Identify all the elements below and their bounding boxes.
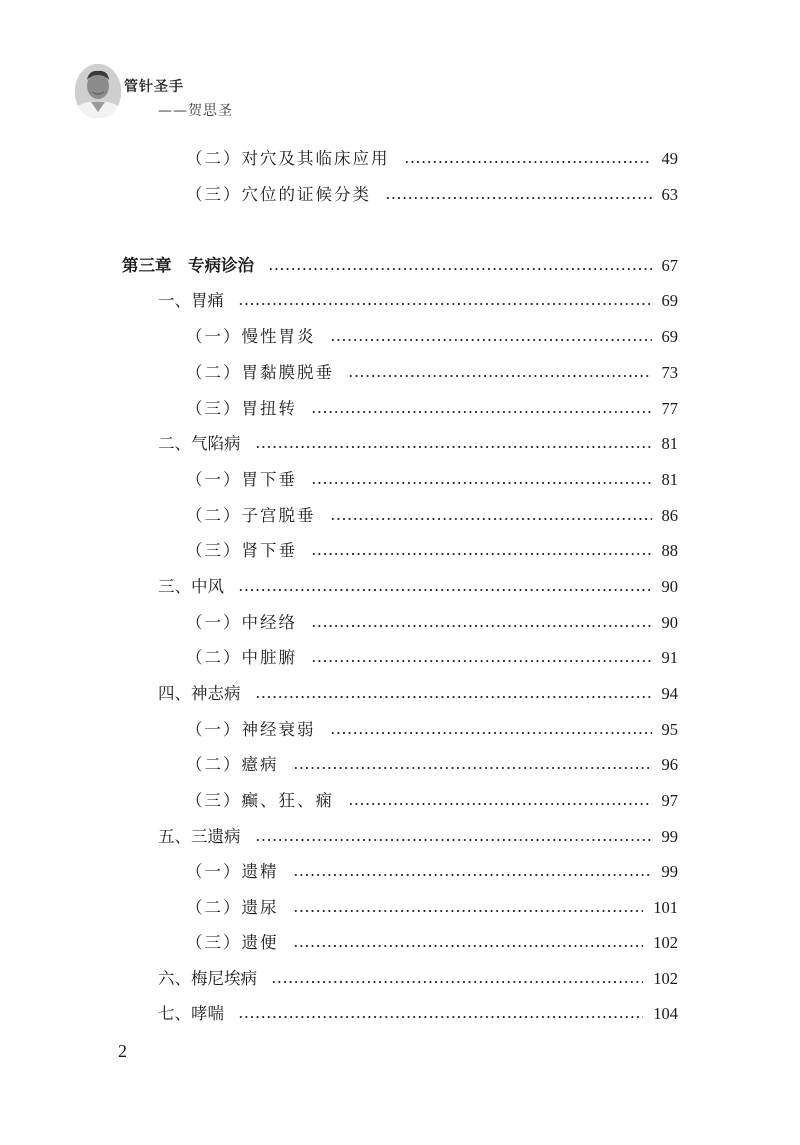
dot-leader [238,1016,643,1018]
toc-entry-title: （二）遗尿 [186,898,279,917]
dot-leader [238,589,652,591]
toc-entry-page-number: 77 [661,399,678,418]
dot-leader [311,553,652,555]
dot-leader [311,660,652,662]
toc-subsection-entry[interactable] [186,753,678,777]
dot-leader [330,518,652,520]
dot-leader [348,803,652,805]
page-number: 2 [118,1041,127,1061]
toc-entry-page-number: 102 [653,933,678,952]
toc-entry-title: （三）穴位的证候分类 [186,185,371,204]
toc-subsection-entry[interactable] [186,646,678,670]
toc-entry-title: （一）遗精 [186,862,279,881]
toc-section-entry[interactable] [158,967,678,991]
toc-entry-page-number: 97 [661,791,678,810]
toc-entry-title: （一）胃下垂 [186,470,297,489]
toc-entry-title: （二）子宫脱垂 [186,506,316,525]
dot-leader [330,732,652,734]
dot-leader [330,339,652,341]
toc-entry-page-number: 99 [661,827,678,846]
toc-entry-title: （二）胃黏膜脱垂 [186,363,334,382]
toc-entry-title: 四、神志病 [158,684,241,703]
toc-subsection-entry[interactable] [186,611,678,635]
toc-entry-title: （二）癔病 [186,755,279,774]
dot-leader [311,625,652,627]
toc-entry-page-number: 104 [653,1004,678,1023]
dot-leader [293,874,652,876]
toc-entry-title: （三）肾下垂 [186,541,297,560]
toc-entry-title: （二）对穴及其临床应用 [186,149,390,168]
toc-subsection-entry[interactable] [186,468,678,492]
dot-leader [255,839,652,841]
toc-subsection-entry[interactable] [186,860,678,884]
toc-entry-title: 二、气陷病 [158,434,241,453]
toc-entry-title: 三、中风 [158,577,224,596]
dot-leader [293,910,644,912]
toc-entry-page-number: 73 [661,363,678,382]
toc-entry-page-number: 67 [661,256,678,275]
toc-entry-page-number: 95 [661,720,678,739]
toc-entry-page-number: 69 [661,327,678,346]
toc-entry-page-number: 81 [661,470,678,489]
toc-entry-title: 第三章 专病诊治 [122,256,254,275]
toc-subsection-entry[interactable] [186,397,678,421]
toc-subsection-entry[interactable] [186,361,678,385]
toc-entry-page-number: 86 [661,506,678,525]
toc-entry-title: （三）遗便 [186,933,279,952]
toc-entry-page-number: 90 [661,577,678,596]
dot-leader [404,161,652,163]
toc-subsection-entry[interactable] [186,325,678,349]
toc-entry-title: （一）慢性胃炎 [186,327,316,346]
book-title: 管针圣手 [124,79,184,95]
toc-entry-title: 五、三遗病 [158,827,241,846]
toc-entry-page-number: 101 [653,898,678,917]
toc-section-entry[interactable] [158,432,678,456]
toc-subsection-entry[interactable] [186,718,678,742]
dot-leader [255,696,652,698]
dot-leader [268,268,652,270]
dot-leader [293,945,644,947]
toc-entry-title: （三）癫、狂、痫 [186,791,334,810]
toc-entry-title: （二）中脏腑 [186,648,297,667]
toc-subsection-entry[interactable] [186,931,678,955]
toc-entry-title: 七、哮喘 [158,1004,224,1023]
toc-subsection-entry[interactable] [186,896,678,920]
toc-subsection-entry[interactable] [186,183,678,207]
dot-leader [348,375,652,377]
toc-entry-page-number: 69 [661,291,678,310]
toc-chapter-entry[interactable] [122,254,678,278]
dot-leader [385,197,652,199]
toc-entry-page-number: 49 [661,149,678,168]
toc-entry-page-number: 99 [661,862,678,881]
toc-subsection-entry[interactable] [186,539,678,563]
toc-subsection-entry[interactable] [186,147,678,171]
toc-section-entry[interactable] [158,825,678,849]
toc-entry-page-number: 102 [653,969,678,988]
dot-leader [271,981,643,983]
toc-entry-page-number: 81 [661,434,678,453]
toc-entry-page-number: 91 [661,648,678,667]
dot-leader [311,482,652,484]
toc-entry-page-number: 63 [661,185,678,204]
toc-entry-page-number: 96 [661,755,678,774]
toc-entry-title: （一）中经络 [186,613,297,632]
dot-leader [311,411,652,413]
toc-entry-title: （一）神经衰弱 [186,720,316,739]
toc-entry-page-number: 88 [661,541,678,560]
dot-leader [255,446,652,448]
toc-section-entry[interactable] [158,575,678,599]
toc-subsection-entry[interactable] [186,789,678,813]
author-name: ——贺思圣 [158,103,233,119]
toc-entry-page-number: 90 [661,613,678,632]
dot-leader [293,767,652,769]
toc-section-entry[interactable] [158,289,678,313]
toc-entry-title: （三）胃扭转 [186,399,297,418]
toc-entry-title: 一、胃痛 [158,291,224,310]
toc-entry-page-number: 94 [661,684,678,703]
toc-section-entry[interactable] [158,1002,678,1026]
dot-leader [238,303,652,305]
toc-section-entry[interactable] [158,682,678,706]
toc-subsection-entry[interactable] [186,504,678,528]
toc-entry-title: 六、梅尼埃病 [158,969,257,988]
